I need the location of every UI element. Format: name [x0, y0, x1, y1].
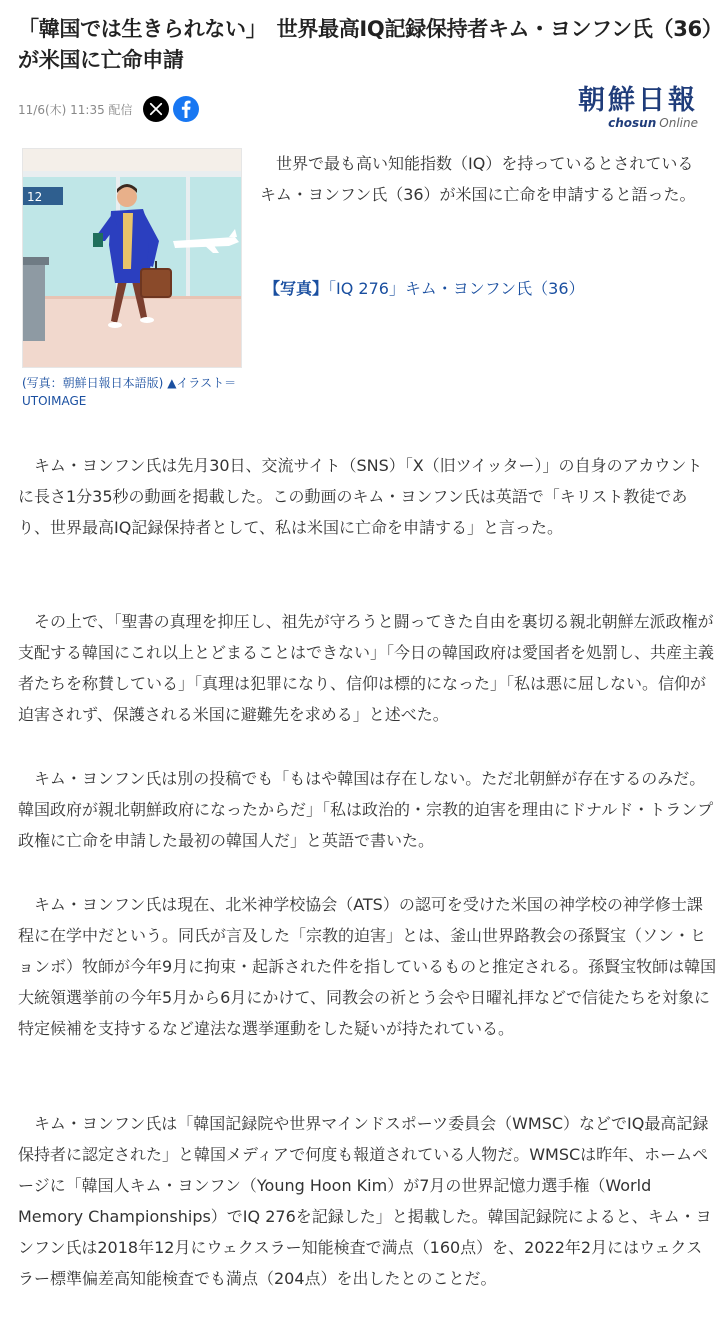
article-paragraph-5: キム・ヨンフン氏は「韓国記録院や世界マインドスポーツ委員会（WMSC）などでIQ最高記録保持者に認定された」と韓国メディアで何度も報道されている人物だ。WMSCは昨年、ホームページに「韓国人キム・ヨンフン（Young Hoon Kim）が7月の世界記憶力選手権（World Memory Championships）でIQ 276を記録した」と掲載した。韓国記録院によると、キム・ヨンフン氏は2018年12月にウェクスラー知能検査で満点（160点）を、2022年2月にはウェクスラー標準偏差高知能検査でも満点（204点）を出したとのことだ。: [18, 1114, 712, 1288]
caption-source: (写真：朝鮮日報日本語版): [22, 376, 164, 390]
photo-link-text: 「IQ 276」キム・ヨンフン氏（36）: [328, 279, 585, 298]
photo-link[interactable]: [264, 276, 585, 299]
article-paragraph-2: その上で、「聖書の真理を抑圧し、祖先が守ろうと闘ってきた自由を裏切る親北朝鮮左派政権が支配する韓国にこれ以上とどまることはできない」「今日の韓国政府は愛国者を処罰し、共産主義者たちを称賛している」「真理は犯罪になり、信仰は標的になった」「私は悪に屈しない。信仰が迫害されず、保護される米国に避難先を求める」と述べた。: [18, 612, 715, 724]
gate-number: 12: [27, 190, 43, 204]
photo-caption: [22, 374, 240, 410]
article-paragraph-1: キム・ヨンフン氏は先月30日、交流サイト（SNS）「X（旧ツイッター）」の自身のアカウントに長さ1分35秒の動画を掲載した。この動画のキム・ヨンフン氏は英語で「キリスト教徒であり、世界最高IQ記録保持者として、私は米国に亡命を申請する」と言った。: [18, 456, 703, 537]
photo-link-tag: 【写真】: [264, 279, 329, 298]
article-photo[interactable]: [22, 148, 242, 368]
article-paragraph-4: キム・ヨンフン氏は現在、北米神学校協会（ATS）の認可を受けた米国の神学校の神学修士課程に在学中だという。同氏が言及した「宗教的迫害」とは、釜山世界路教会の孫賢宝（ソン・ヒョンボ）牧師が今年9月に拘束・起訴された件を指しているものと推定される。孫賢宝牧師は韓国大統領選挙前の今年5月から6月にかけて、同教会の祈とう会や日曜礼拝などで信徒たちを対象に特定候補を支持するなど違法な選挙運動をした疑いが持たれている。: [18, 895, 717, 1038]
article-lead: 世界で最も高い知能指数（IQ）を持っているとされているキム・ヨンフン氏（36）が米国に亡命を申請すると語った。: [260, 154, 696, 204]
illustration-traveler-icon: [23, 149, 241, 367]
article-meta: [18, 94, 199, 124]
publisher-logo[interactable]: [553, 86, 698, 132]
publisher-logo-kanji: 朝鮮日報: [578, 85, 698, 116]
caption-text: ▲イラスト＝UTOIMAGE: [22, 376, 237, 408]
publisher-name: chosun: [608, 116, 657, 130]
publish-date: 11/6(木) 11:35 配信: [18, 102, 133, 117]
publisher-suffix: Online: [659, 116, 698, 130]
publisher-logo-sub: [553, 116, 698, 130]
share-facebook-button[interactable]: [173, 96, 199, 122]
article-title: 「韓国では生きられない」 世界最高IQ記録保持者キム・ヨンフン氏（36）が米国に亡命申請: [18, 17, 713, 72]
article-paragraph-3: キム・ヨンフン氏は別の投稿でも「もはや韓国は存在しない。ただ北朝鮮が存在するのみだ。韓国政府が親北朝鮮政府になったからだ」「私は政治的・宗教的迫害を理由にドナルド・トランプ政権に亡命を申請した最初の韓国人だ」と英語で書いた。: [18, 769, 714, 850]
facebook-logo-icon: [179, 100, 193, 118]
share-x-button[interactable]: [143, 96, 169, 122]
x-logo-icon: [149, 102, 163, 116]
